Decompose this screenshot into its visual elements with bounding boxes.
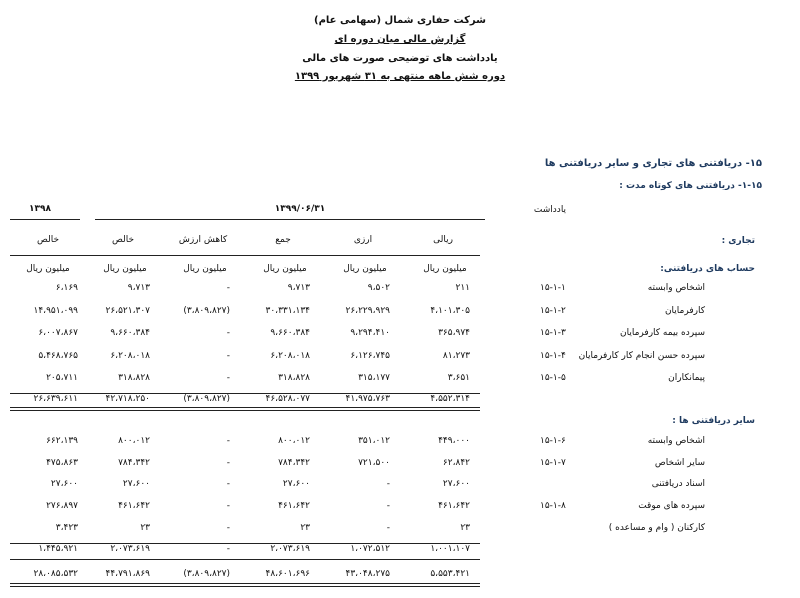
cell-total: ۹،۷۱۳ (287, 283, 310, 293)
cell-impairment: - (226, 350, 230, 361)
cell-rial: ۴۶۱،۶۴۲ (438, 501, 470, 512)
trade-total-total: ۴۶،۵۲۸،۰۷۷ (265, 394, 310, 404)
currency-column-header: ارزی (353, 235, 373, 245)
cell-net: ۶،۲۰۸،۰۱۸ (110, 350, 150, 361)
cell-net: ۲۳ (140, 522, 150, 533)
company-name: شرکت حفاری شمال (سهامی عام) (314, 15, 486, 26)
cell-label: اسناد دریافتنی (651, 479, 705, 490)
cell-impairment: - (226, 479, 230, 490)
cell-prev: ۶،۱۶۹ (55, 283, 78, 293)
cell-note: ۱۵-۱-۷ (540, 457, 566, 468)
trade-total-double-line (10, 407, 480, 411)
cell-currency: ۶،۱۲۶،۷۴۵ (350, 350, 390, 361)
other-total-total: ۲،۰۷۳،۶۱۹ (270, 544, 310, 554)
trade-total-rial: ۴،۵۵۲،۳۱۴ (430, 394, 470, 404)
rial-column-header: ریالی (433, 235, 453, 245)
other-total-prev: ۱،۴۴۵،۹۲۱ (38, 544, 78, 554)
other-total-impairment: - (226, 544, 230, 554)
cell-currency: ۷۲۱،۵۰۰ (358, 457, 390, 468)
cell-total: ۹،۶۶۰،۳۸۴ (270, 328, 310, 338)
cell-total: ۲۳ (300, 522, 310, 533)
cell-rial: ۳۶۵،۹۷۴ (438, 328, 470, 338)
other-group-label: سایر دریافتنی ها : (672, 416, 755, 426)
header-separator (10, 255, 480, 256)
trade-total-currency: ۴۱،۹۷۵،۷۶۳ (345, 394, 390, 404)
cell-currency: ۹،۵۰۲ (367, 283, 390, 293)
trade-total-prev: ۲۶،۶۳۹،۶۱۱ (33, 394, 78, 404)
net-current-column-header: خالص (111, 235, 135, 245)
cell-total: ۶،۲۰۸،۰۱۸ (270, 350, 310, 361)
cell-rial: ۲۷،۶۰۰ (442, 479, 470, 490)
cell-rial: ۴،۱۰۱،۳۰۵ (430, 305, 470, 316)
section-subtitle: ۱-۱۵- دریافتنی های کوتاه مدت : (619, 181, 762, 191)
cell-note: ۱۵-۱-۱ (540, 283, 566, 293)
cell-label: سپرده بیمه کارفرمایان (620, 328, 705, 338)
grand-total-net: ۴۴،۷۹۱،۸۶۹ (105, 569, 150, 579)
cell-net: ۳۱۸،۸۲۸ (118, 373, 150, 383)
cell-rial: ۲۱۱ (455, 283, 470, 293)
cell-prev: ۳،۴۲۳ (55, 522, 78, 533)
other-total-net: ۲،۰۷۳،۶۱۹ (110, 544, 150, 554)
period-title: دوره شش ماهه منتهی به ۳۱ شهریور ۱۳۹۹ (294, 71, 506, 82)
grand-total-prev: ۲۸،۰۸۵،۵۳۲ (33, 569, 78, 579)
cell-net: ۷۸۴،۳۴۲ (118, 457, 150, 468)
trade-group-label: تجاری : (721, 236, 755, 246)
other-total-rial: ۱،۰۰۱،۱۰۷ (430, 544, 470, 554)
cell-rial: ۲۳ (460, 522, 470, 533)
cell-note: ۱۵-۱-۲ (540, 305, 566, 316)
unit-label-currency: میلیون ریال (343, 264, 387, 274)
cell-impairment: - (226, 436, 230, 446)
trade-total-impairment: (۳،۸۰۹،۸۲۷) (183, 394, 230, 404)
cell-total: ۸۰۰،۰۱۲ (278, 436, 310, 446)
cell-prev: ۵،۴۶۸،۷۶۵ (38, 350, 78, 361)
cell-net: ۴۶۱،۶۴۲ (118, 501, 150, 512)
impairment-column-header: کاهش ارزش (178, 235, 228, 245)
cell-impairment: - (226, 501, 230, 512)
cell-total: ۷۸۴،۳۴۲ (278, 457, 310, 468)
grand-total-double-line (10, 583, 480, 587)
cell-total: ۲۷،۶۰۰ (282, 479, 310, 490)
cell-impairment: - (226, 328, 230, 338)
prev-period-underline (10, 219, 80, 220)
notes-title: یادداشت های توضیحی صورت های مالی (302, 53, 498, 64)
current-date-header: ۱۳۹۹/۰۶/۳۱ (274, 204, 326, 214)
cell-prev: ۲۷۶،۸۹۷ (46, 501, 78, 512)
grand-total-total: ۴۸،۶۰۱،۶۹۶ (265, 569, 310, 579)
section-title: ۱۵- دریافتنی های تجاری و سایر دریافتنی ها (544, 158, 762, 169)
cell-currency: - (386, 479, 390, 490)
cell-rial: ۸۱،۲۷۳ (442, 350, 470, 361)
cell-note: ۱۵-۱-۸ (540, 501, 566, 512)
grand-total-top-line (10, 559, 480, 560)
cell-impairment: - (226, 373, 230, 383)
unit-label-rial: میلیون ریال (423, 264, 467, 274)
cell-impairment: - (226, 522, 230, 533)
cell-label: سپرده حسن انجام کار کارفرمایان (578, 350, 705, 361)
cell-prev: ۴۷۵،۸۶۳ (46, 457, 78, 468)
cell-label: پیمانکاران (668, 373, 705, 383)
cell-prev: ۶۶۲،۱۳۹ (46, 436, 78, 446)
current-period-underline (95, 219, 485, 220)
cell-net: ۸۰۰،۰۱۲ (118, 436, 150, 446)
cell-prev: ۶،۰۰۷،۸۶۷ (38, 328, 78, 338)
cell-label: سایر اشخاص (654, 457, 705, 468)
cell-currency: ۹،۲۹۴،۴۱۰ (350, 328, 390, 338)
cell-net: ۹،۷۱۳ (127, 283, 150, 293)
cell-impairment: - (226, 283, 230, 293)
cell-currency: - (386, 522, 390, 533)
cell-rial: ۳،۶۵۱ (447, 373, 470, 383)
cell-rial: ۴۴۹،۰۰۰ (438, 436, 470, 446)
cell-impairment: - (226, 457, 230, 468)
cell-net: ۲۶،۵۲۱،۳۰۷ (105, 305, 150, 316)
grand-total-currency: ۴۳،۰۴۸،۲۷۵ (345, 569, 390, 579)
cell-currency: ۲۶،۲۲۹،۹۲۹ (345, 305, 390, 316)
cell-rial: ۶۲،۸۴۲ (442, 457, 470, 468)
cell-currency: - (386, 501, 390, 512)
cell-currency: ۳۱۵،۱۷۷ (358, 373, 390, 383)
net-prev-column-header: خالص (36, 235, 60, 245)
report-title: گزارش مالی میان دوره ای (334, 34, 466, 45)
cell-total: ۴۶۱،۶۴۲ (278, 501, 310, 512)
cell-note: ۱۵-۱-۶ (540, 436, 566, 446)
cell-currency: ۳۵۱،۰۱۲ (358, 436, 390, 446)
prev-year-header: ۱۳۹۸ (29, 204, 51, 214)
note-column-header: یادداشت (533, 205, 567, 215)
cell-label: اشخاص وابسته (647, 436, 705, 446)
cell-prev: ۱۴،۹۵۱،۰۹۹ (33, 305, 78, 316)
cell-prev: ۲۷،۶۰۰ (50, 479, 78, 490)
trade-accounts-label: حساب های دریافتنی: (660, 264, 755, 274)
unit-label-net: میلیون ریال (103, 264, 147, 274)
unit-label-impairment: میلیون ریال (183, 264, 227, 274)
cell-total: ۳۱۸،۸۲۸ (278, 373, 310, 383)
cell-note: ۱۵-۱-۵ (540, 373, 566, 383)
cell-label: سپرده های موقت (638, 501, 705, 512)
cell-total: ۳۰،۳۳۱،۱۳۴ (265, 305, 310, 316)
trade-total-net: ۴۲،۷۱۸،۲۵۰ (105, 394, 150, 404)
cell-impairment: (۳،۸۰۹،۸۲۷) (183, 305, 230, 316)
cell-label: اشخاص وابسته (647, 283, 705, 293)
cell-net: ۹،۶۶۰،۳۸۴ (110, 328, 150, 338)
cell-note: ۱۵-۱-۴ (540, 350, 566, 361)
cell-net: ۲۷،۶۰۰ (122, 479, 150, 490)
cell-note: ۱۵-۱-۳ (540, 328, 566, 338)
unit-label-prev: میلیون ریال (26, 264, 70, 274)
other-total-currency: ۱،۰۷۲،۵۱۲ (350, 544, 390, 554)
cell-label: کارفرمایان (664, 305, 705, 316)
grand-total-impairment: (۳،۸۰۹،۸۲۷) (183, 569, 230, 579)
unit-label-total: میلیون ریال (263, 264, 307, 274)
total-column-header: جمع (275, 235, 291, 245)
cell-label: کارکنان ( وام و مساعده ) (608, 522, 705, 533)
cell-prev: ۲۰۵،۷۱۱ (46, 373, 78, 383)
grand-total-rial: ۵،۵۵۳،۴۲۱ (430, 569, 470, 579)
